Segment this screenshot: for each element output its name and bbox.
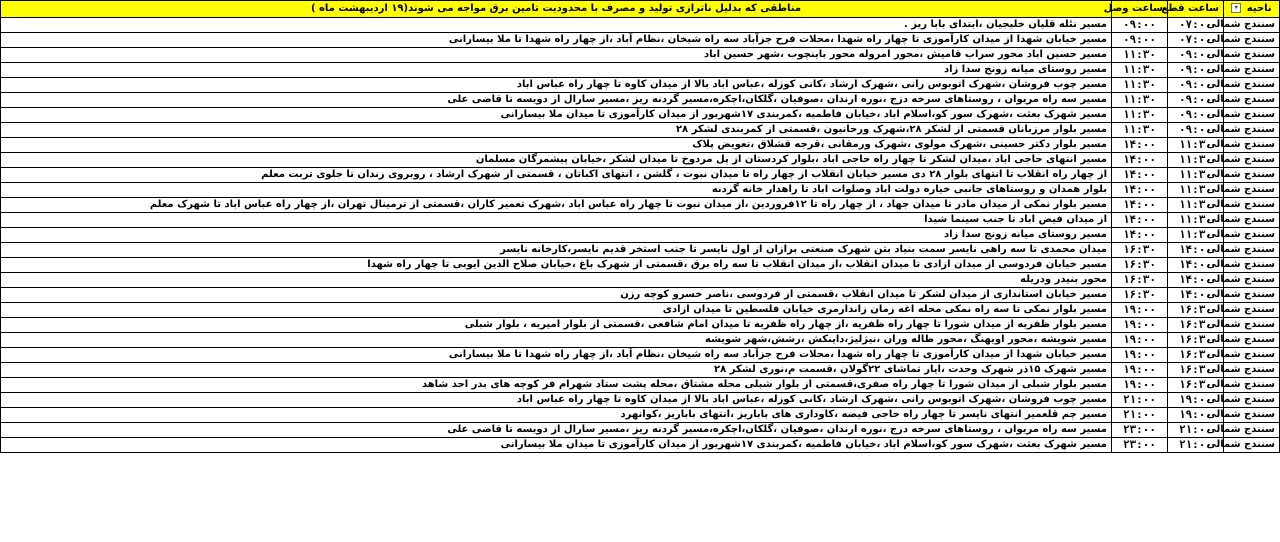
cut-time-cell: ۰۹:۰۰ <box>1168 123 1224 138</box>
header-row <box>1 1 1280 18</box>
table-row <box>1 438 1280 453</box>
cut-time-cell: ۲۱:۰۰ <box>1168 438 1224 453</box>
route-description-cell: مسیر خیابان فردوسی از میدان ازادی تا میدان انقلاب ،از میدان انقلاب تا سه راه برق ،قسمتی از شهرک باغ ،خیابان صلاح الدین ایوبی تا چهار راه شهدا <box>1 258 1112 273</box>
cut-time-cell: ۱۴:۰۰ <box>1168 273 1224 288</box>
region-cell: سنندج شمالی <box>1224 438 1280 453</box>
table-row <box>1 213 1280 228</box>
region-cell: سنندج شمالی <box>1224 303 1280 318</box>
table-row <box>1 138 1280 153</box>
connect-time-cell: ۱۴:۰۰ <box>1112 153 1168 168</box>
region-cell: سنندج شمالی <box>1224 228 1280 243</box>
cut-time-cell: ۰۹:۰۰ <box>1168 78 1224 93</box>
table-row <box>1 108 1280 123</box>
connect-time-cell: ۱۱:۳۰ <box>1112 78 1168 93</box>
connect-time-cell: ۲۳:۰۰ <box>1112 438 1168 453</box>
table-row <box>1 243 1280 258</box>
cut-time-cell: ۱۹:۰۰ <box>1168 393 1224 408</box>
table-row <box>1 408 1280 423</box>
cut-time-cell: ۱۶:۳۰ <box>1168 378 1224 393</box>
route-description-cell: از میدان فیض اباد تا جنب سینما شیدا <box>1 213 1112 228</box>
cut-time-cell: ۱۱:۳۰ <box>1168 168 1224 183</box>
route-description-cell: مسیر بلوار شبلی از میدان شورا تا چهار راه صفری،قسمتی از بلوار شبلی محله مشتاق ،محله پشت ستاد شهرام فر کوچه های بدر احد شاهد <box>1 378 1112 393</box>
route-description-cell: مسیر بلوار دکتر حسینی ،شهرک مولوی ،شهرک ورمقانی ،قرجه قشلاق ،تعویض پلاک <box>1 138 1112 153</box>
connect-time-cell: ۱۹:۰۰ <box>1112 303 1168 318</box>
table-row <box>1 348 1280 363</box>
region-cell: سنندج شمالی <box>1224 78 1280 93</box>
region-cell: سنندج شمالی <box>1224 318 1280 333</box>
route-description-cell: مسیر سه راه مریوان ، روستاهای سرخه دزج ،نوره ارندان ،صوفیان ،گلکان،اچکره،مسیر گردنه ریز ،مسیر سارال از دویسه تا قاضی علی <box>1 93 1112 108</box>
table-row <box>1 363 1280 378</box>
table-row <box>1 48 1280 63</box>
route-description-cell: مسیر بلوار مرزبانان قسمتی از لشکر ۲۸،شهرک ورحانیون ،قسمتی از کمربندی لشکر ۲۸ <box>1 123 1112 138</box>
region-cell: سنندج شمالی <box>1224 258 1280 273</box>
connect-time-cell: ۱۴:۰۰ <box>1112 168 1168 183</box>
connect-time-cell: ۱۱:۳۰ <box>1112 63 1168 78</box>
region-cell: سنندج شمالی <box>1224 363 1280 378</box>
connect-time-cell: ۱۱:۳۰ <box>1112 93 1168 108</box>
table-row <box>1 63 1280 78</box>
table-row <box>1 78 1280 93</box>
table-row <box>1 393 1280 408</box>
route-description-cell: مسیر چم قلعمیر انتهای نایسر تا چهار راه حاجی فیضه ،کاوداری های باباریز ،انتهای باباریز ،کوانهرد <box>1 408 1112 423</box>
route-description-cell: از چهار راه انقلاب تا انتهای بلوار ۲۸ دی مسیر خیابان انقلاب از چهار راه تا میدان نبوت ، گلشن ، انتهای اکباتان ، قسمتی از شهرک ارشاد ، روبروی زندان تا جلوی تربت معلم <box>1 168 1112 183</box>
connect-time-cell: ۱۹:۰۰ <box>1112 363 1168 378</box>
region-cell: سنندج شمالی <box>1224 348 1280 363</box>
region-cell: سنندج شمالی <box>1224 243 1280 258</box>
route-description-cell: مسیر شویشه ،محور اویهنگ ،محور طاله وران ،نیژلیژ،داینکش ،رشش،شهر شویشه <box>1 333 1112 348</box>
connect-time-cell: ۰۹:۰۰ <box>1112 33 1168 48</box>
connect-time-cell: ۱۹:۰۰ <box>1112 348 1168 363</box>
cut-time-cell: ۱۶:۳۰ <box>1168 333 1224 348</box>
table-row <box>1 288 1280 303</box>
route-description-cell: مسیر شهرک ۱۵ذر شهرک وحدت ،ایار تماشای ۲۲گولان ،قسمت م،نوری لشکر ۲۸ <box>1 363 1112 378</box>
cut-time-cell: ۱۱:۳۰ <box>1168 153 1224 168</box>
cut-time-cell: ۱۱:۳۰ <box>1168 138 1224 153</box>
route-description-cell: مسیر چوب فروشان ،شهرک اتوبوس رانی ،شهرک ارشاد ،کانی کوزله ،عباس اباد بالا از میدان کاوه تا چهار راه عباس اباد <box>1 393 1112 408</box>
route-description-cell: مسیر حسین اباد محور سراب قامیش ،محور امروله محور باینچوب ،شهر حسین اباد <box>1 48 1112 63</box>
table-row <box>1 183 1280 198</box>
region-cell: سنندج شمالی <box>1224 93 1280 108</box>
region-cell: سنندج شمالی <box>1224 393 1280 408</box>
route-description-cell: مسیر سه راه مریوان ، روستاهای سرخه دزج ،نوره ارندان ،صوفیان ،گلکان،اچکره،مسیر گردنه ریز ،مسیر سارال از دویسه تا قاضی علی <box>1 423 1112 438</box>
connect-time-cell: ۱۹:۰۰ <box>1112 333 1168 348</box>
region-cell: سنندج شمالی <box>1224 48 1280 63</box>
table-row <box>1 228 1280 243</box>
cut-time-cell: ۱۴:۰۰ <box>1168 288 1224 303</box>
cut-time-cell: ۱۴:۰۰ <box>1168 258 1224 273</box>
table-row <box>1 168 1280 183</box>
connect-time-cell: ۲۳:۰۰ <box>1112 423 1168 438</box>
route-description-cell: مسیر شهرک بعثت ،شهرک سور کو،اسلام اباد ،خیابان فاطمیه ،کمربندی ۱۷شهریور از میدان کارآموزی تا میدان ملا بیسارانی <box>1 108 1112 123</box>
cut-time-cell: ۰۷:۰۰ <box>1168 18 1224 33</box>
cut-time-cell: ۰۹:۰۰ <box>1168 48 1224 63</box>
route-description-cell: مسیر روستای میانه زونج سدا زاد <box>1 228 1112 243</box>
table-title: مناطقی که بدلیل ناترازی تولید و مصرف با محدودیت تامین برق مواجه می شوند(۱۹ اردیبهشت ماه ) <box>1 1 1112 18</box>
cut-time-header: ساعت قطع <box>1168 1 1224 18</box>
connect-time-cell: ۰۹:۰۰ <box>1112 18 1168 33</box>
table-row <box>1 18 1280 33</box>
region-cell: سنندج شمالی <box>1224 378 1280 393</box>
table-row <box>1 318 1280 333</box>
cut-time-cell: ۰۹:۰۰ <box>1168 93 1224 108</box>
route-description-cell: مسیر روستای میانه زونج سدا زاد <box>1 63 1112 78</box>
connect-time-cell: ۱۹:۰۰ <box>1112 318 1168 333</box>
region-cell: سنندج شمالی <box>1224 213 1280 228</box>
connect-time-cell: ۱۱:۳۰ <box>1112 48 1168 63</box>
route-description-cell: مسیر خیابان شهدا از میدان کارآموزی تا چهار راه شهدا ،محلات فرح جزآباد سه راه شیخان ،نظام آباد ،از چهار راه شهدا تا ملا بیسارانی <box>1 33 1112 48</box>
connect-time-cell: ۱۴:۰۰ <box>1112 228 1168 243</box>
route-description-cell: میدان محمدی تا سه راهی نایسر سمت بنیاد بتن شهرک صنعتی برازان از اول نایسر تا جنب استخر قدیم نایسر،کارخانه نایسر <box>1 243 1112 258</box>
route-description-cell: مسیر چوب فروشان ،شهرک اتوبوس رانی ،شهرک ارشاد ،کانی کوزله ،عباس اباد بالا از میدان کاوه تا چهار راه عباس اباد <box>1 78 1112 93</box>
region-header[interactable] <box>1224 1 1280 18</box>
route-description-cell: بلوار همدان و روستاهای جانبی خیاره دولت اباد وصلوات اباد تا راهدار خانه گردنه <box>1 183 1112 198</box>
cut-time-cell: ۱۱:۳۰ <box>1168 213 1224 228</box>
cut-time-cell: ۱۶:۳۰ <box>1168 363 1224 378</box>
route-description-cell: مسیر بلوار ظفریه از میدان شورا تا چهار راه ظفریه ،از چهار راه ظفریه تا میدان امام شافعی ،قسمتی از بلوار امیریه ، بلوار شبلی <box>1 318 1112 333</box>
table-row <box>1 198 1280 213</box>
route-description-cell: مسیر بلوار نمکی از میدان مادر تا میدان جهاد ، از چهار راه تا ۱۲فروردین ،از میدان نبوت تا چهار راه عباس اباد ،شهرک تعمیر کاران ،قسمتی از ترمینال تهران ،از چهار راه عباس اباد تا شهرک معلم <box>1 198 1112 213</box>
region-cell: سنندج شمالی <box>1224 33 1280 48</box>
connect-time-cell: ۲۱:۰۰ <box>1112 408 1168 423</box>
connect-time-cell: ۱۱:۳۰ <box>1112 108 1168 123</box>
connect-time-cell: ۱۶:۳۰ <box>1112 273 1168 288</box>
table-row <box>1 93 1280 108</box>
table-row <box>1 303 1280 318</box>
cut-time-cell: ۰۹:۰۰ <box>1168 63 1224 78</box>
region-cell: سنندج شمالی <box>1224 408 1280 423</box>
cut-time-cell: ۰۹:۰۰ <box>1168 108 1224 123</box>
route-description-cell: مسیر بلوار نمکی تا سه راه نمکی محله اغه زمان زاندارمری خیابان فلسطین تا میدان ازادی <box>1 303 1112 318</box>
table-row <box>1 423 1280 438</box>
filter-dropdown-icon[interactable]: ▾ <box>1231 3 1241 13</box>
region-cell: سنندج شمالی <box>1224 288 1280 303</box>
table-row <box>1 33 1280 48</box>
table-row <box>1 378 1280 393</box>
table-row <box>1 123 1280 138</box>
connect-time-cell: ۱۴:۰۰ <box>1112 138 1168 153</box>
connect-time-cell: ۱۴:۰۰ <box>1112 213 1168 228</box>
route-description-cell: مسیر نئله قلیان خلیجیان ،ابتدای بابا ریز . <box>1 18 1112 33</box>
table-row <box>1 258 1280 273</box>
cut-time-cell: ۰۷:۰۰ <box>1168 33 1224 48</box>
region-cell: سنندج شمالی <box>1224 198 1280 213</box>
region-cell: سنندج شمالی <box>1224 153 1280 168</box>
route-description-cell: مسیر خیابان شهدا از میدان کارآموزی تا چهار راه شهدا ،محلات فرح جزآباد سه راه شیخان ،نظام آباد ،از چهار راه شهدا تا ملا بیسارانی <box>1 348 1112 363</box>
route-description-cell: محور بنیدر ودریله <box>1 273 1112 288</box>
table-row <box>1 333 1280 348</box>
connect-time-cell: ۱۱:۳۰ <box>1112 123 1168 138</box>
connect-time-cell: ۱۹:۰۰ <box>1112 378 1168 393</box>
cut-time-cell: ۱۴:۰۰ <box>1168 243 1224 258</box>
connect-time-cell: ۱۶:۳۰ <box>1112 243 1168 258</box>
route-description-cell: مسیر خیابان استانداری از میدان لشکر تا میدان انقلاب ،قسمتی از فردوسی ،ناصر خسرو کوچه رزن <box>1 288 1112 303</box>
cut-time-cell: ۱۶:۳۰ <box>1168 318 1224 333</box>
region-cell: سنندج شمالی <box>1224 138 1280 153</box>
region-cell: سنندج شمالی <box>1224 63 1280 78</box>
region-cell: سنندج شمالی <box>1224 333 1280 348</box>
connect-time-header: ساعت وصل <box>1112 1 1168 18</box>
connect-time-cell: ۱۶:۳۰ <box>1112 258 1168 273</box>
region-header-label: ناحیه <box>1246 3 1272 14</box>
cut-time-cell: ۲۱:۰۰ <box>1168 423 1224 438</box>
connect-time-cell: ۲۱:۰۰ <box>1112 393 1168 408</box>
cut-time-cell: ۱۱:۳۰ <box>1168 198 1224 213</box>
region-cell: سنندج شمالی <box>1224 423 1280 438</box>
region-cell: سنندج شمالی <box>1224 273 1280 288</box>
cut-time-cell: ۱۱:۳۰ <box>1168 228 1224 243</box>
region-cell: سنندج شمالی <box>1224 18 1280 33</box>
connect-time-cell: ۱۶:۳۰ <box>1112 288 1168 303</box>
connect-time-cell: ۱۴:۰۰ <box>1112 183 1168 198</box>
route-description-cell: مسیر شهرک بعثت ،شهرک سور کو،اسلام اباد ،خیابان فاطمیه ،کمربندی ۱۷شهریور از میدان کارآموزی تا میدان ملا بیسارانی <box>1 438 1112 453</box>
table-body <box>1 18 1280 453</box>
cut-time-cell: ۱۹:۰۰ <box>1168 408 1224 423</box>
route-description-cell: مسیر انتهای حاجی اباد ،میدان لشکر تا چهار راه حاجی اباد ،بلوار کردستان از پل مردوخ تا میدان لشکر ،خیابان پیشمرگان مسلمان <box>1 153 1112 168</box>
table-row <box>1 273 1280 288</box>
table-row <box>1 153 1280 168</box>
region-cell: سنندج شمالی <box>1224 108 1280 123</box>
connect-time-cell: ۱۴:۰۰ <box>1112 198 1168 213</box>
cut-time-cell: ۱۶:۳۰ <box>1168 303 1224 318</box>
cut-time-cell: ۱۶:۳۰ <box>1168 348 1224 363</box>
region-cell: سنندج شمالی <box>1224 123 1280 138</box>
region-cell: سنندج شمالی <box>1224 168 1280 183</box>
cut-time-cell: ۱۱:۳۰ <box>1168 183 1224 198</box>
region-cell: سنندج شمالی <box>1224 183 1280 198</box>
